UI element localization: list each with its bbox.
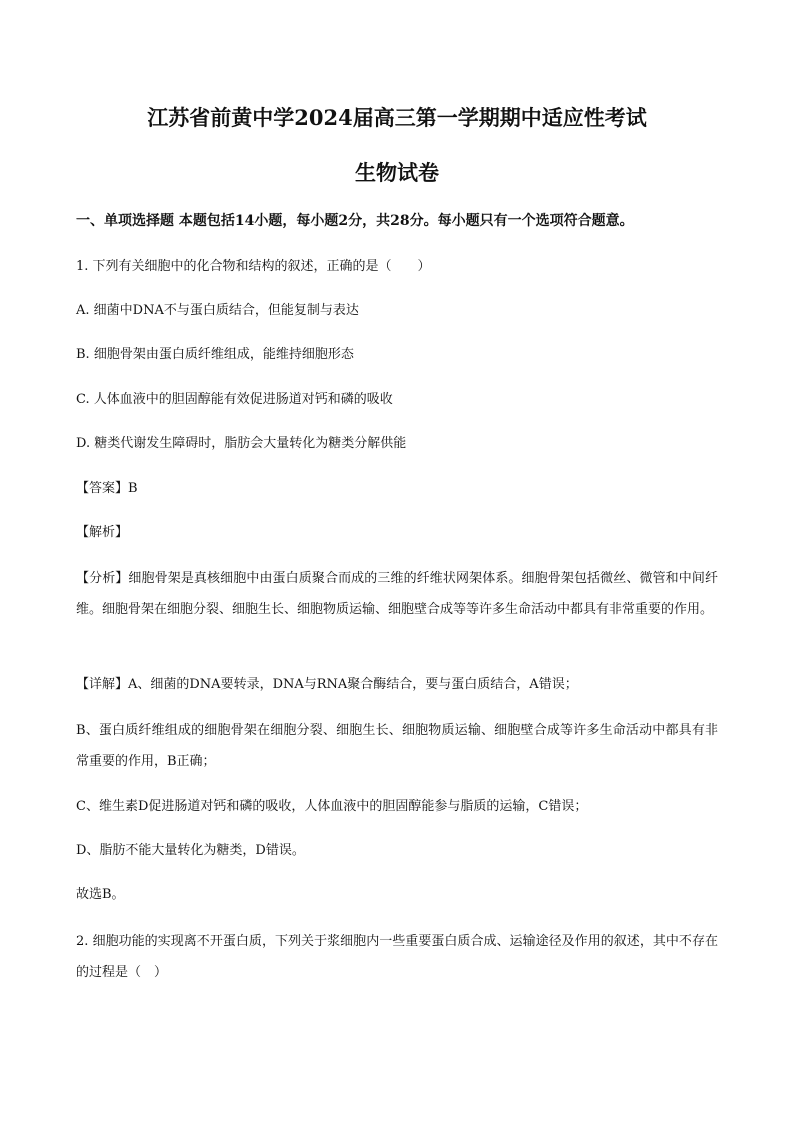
question-1-option-d: D. 糖类代谢发生障碍时，脂肪会大量转化为糖类分解供能 bbox=[76, 436, 407, 451]
question-1-option-b: B. 细胞骨架由蛋白质纤维组成，能维持细胞形态 bbox=[76, 347, 354, 362]
question-1-detail-a: 【详解】A、细菌的DNA要转录，DNA与RNA聚合酶结合，要与蛋白质结合，A错误； bbox=[76, 677, 578, 692]
question-1-detail-b: B、蛋白质纤维组成的细胞骨架在细胞分裂、细胞生长、细胞物质运输、细胞壁合成等许多生命活动中都具有非常重要的作用，B正确； bbox=[76, 723, 718, 769]
exam-subtitle: 生物试卷 bbox=[355, 160, 439, 185]
question-1-option-c: C. 人体血液中的胆固醇能有效促进肠道对钙和磷的吸收 bbox=[76, 392, 393, 407]
exam-title: 江苏省前黄中学2024届高三第一学期期中适应性考试 bbox=[147, 105, 647, 130]
question-1-conclusion: 故选B。 bbox=[76, 887, 125, 902]
question-1-option-a: A. 细菌中DNA不与蛋白质结合，但能复制与表达 bbox=[76, 303, 359, 318]
question-1-stem: 1. 下列有关细胞中的化合物和结构的叙述，正确的是（ ） bbox=[76, 259, 431, 274]
question-1-analysis-label: 【解析】 bbox=[76, 525, 129, 540]
question-1-detail-d: D、脂肪不能大量转化为糖类，D错误。 bbox=[76, 843, 305, 858]
question-1-analysis: 【分析】细胞骨架是真核细胞中由蛋白质聚合而成的三维的纤维状网架体系。细胞骨架包括微丝、微管和中间纤维。细胞骨架在细胞分裂、细胞生长、细胞物质运输、细胞壁合成等等许多生命活动中都具有非常重要的作用。 bbox=[76, 571, 718, 617]
question-2-stem: 2. 细胞功能的实现离不开蛋白质，下列关于浆细胞内一些重要蛋白质合成、运输途径及作用的叙述，其中不存在的过程是（ ） bbox=[76, 934, 718, 980]
question-1-detail-c: C、维生素D促进肠道对钙和磷的吸收，人体血液中的胆固醇能参与脂质的运输，C错误； bbox=[76, 799, 588, 814]
question-1-answer: 【答案】B bbox=[76, 481, 138, 496]
section-heading: 一、单项选择题 本题包括14小题，每小题2分，共28分。每小题只有一个选项符合题意。 bbox=[76, 213, 634, 229]
